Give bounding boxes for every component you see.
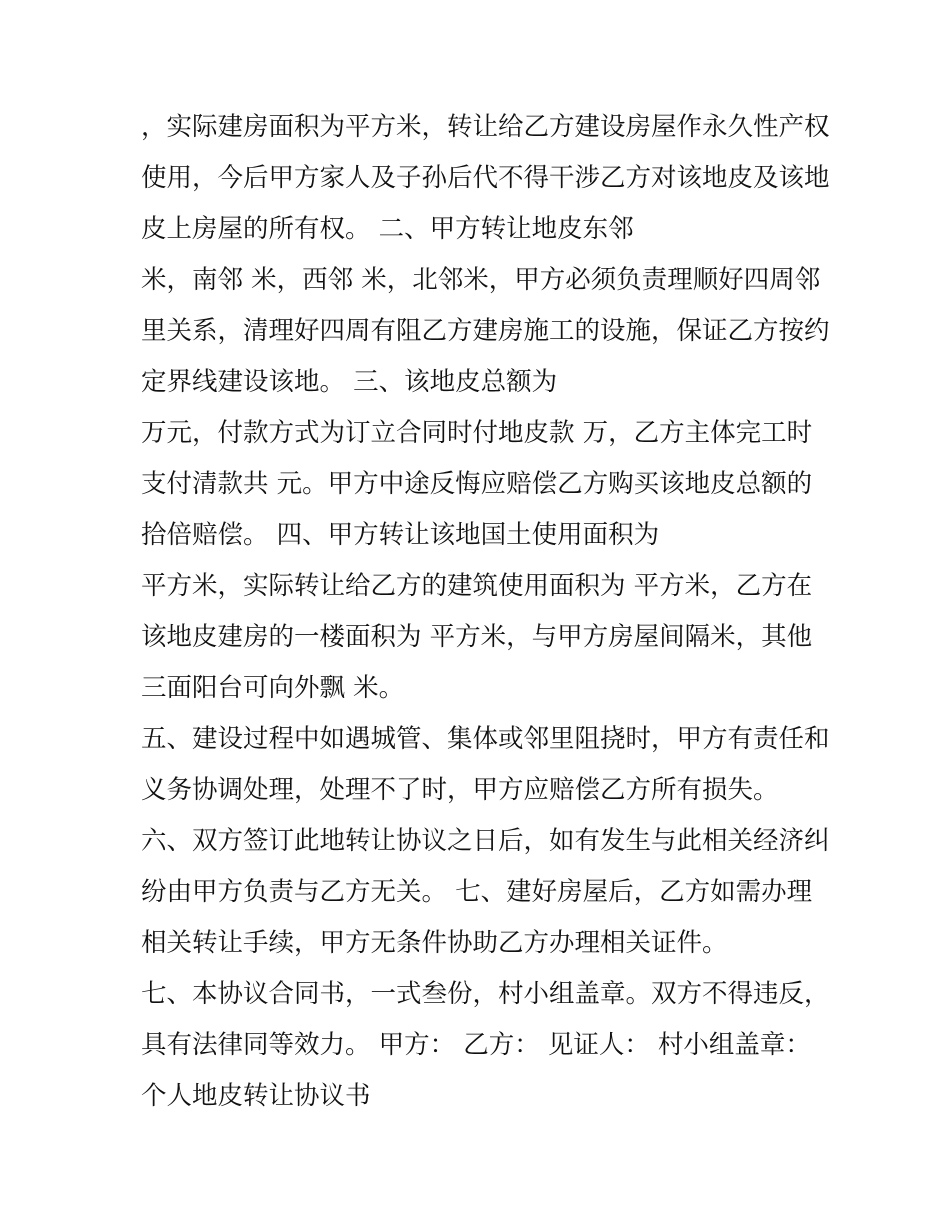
text-line-15: 六、双方签订此地转让协议之日后，如有发生与此相关经济纠 [141, 826, 830, 856]
text-line-4: 米，南邻 米，西邻 米，北邻米，甲方必须负责理顺好四周邻 [141, 265, 821, 295]
document-title-line: 个人地皮转让协议书 [141, 1081, 371, 1111]
text-line-18: 七、本协议合同书，一式叁份，村小组盖章。双方不得违反， [141, 979, 830, 1009]
text-line-7: 万元，付款方式为订立合同时付地皮款 万，乙方主体完工时 [141, 418, 813, 448]
text-line-1: ，实际建房面积为平方米，转让给乙方建设房屋作永久性产权 [141, 112, 830, 142]
text-line-2: 使用，今后甲方家人及子孙后代不得干涉乙方对该地皮及该地 [141, 163, 830, 193]
text-line-13: 五、建设过程中如遇城管、集体或邻里阻挠时，甲方有责任和 [141, 724, 830, 754]
text-line-5: 里关系，清理好四周有阻乙方建房施工的设施，保证乙方按约 [141, 316, 830, 346]
text-line-16: 纷由甲方负责与乙方无关。 七、建好房屋后，乙方如需办理 [141, 877, 813, 907]
text-line-11: 该地皮建房的一楼面积为 平方米，与甲方房屋间隔米，其他 [141, 622, 813, 652]
text-line-12: 三面阳台可向外飘 米。 [141, 673, 405, 703]
text-line-8: 支付清款共 元。甲方中途反悔应赔偿乙方购买该地皮总额的 [141, 469, 813, 499]
text-line-19: 具有法律同等效力。 甲方： 乙方： 见证人： 村小组盖章： [141, 1030, 811, 1060]
text-line-9: 拾倍赔偿。 四、甲方转让该地国土使用面积为 [141, 520, 660, 550]
text-line-6: 定界线建设该地。 三、该地皮总额为 [141, 367, 558, 397]
text-line-17: 相关转让手续，甲方无条件协助乙方办理相关证件。 [141, 928, 728, 958]
document-body [141, 102, 831, 1122]
text-line-3: 皮上房屋的所有权。 二、甲方转让地皮东邻 [141, 214, 634, 244]
text-line-14: 义务协调处理，处理不了时，甲方应赔偿乙方所有损失。 [141, 775, 779, 805]
text-line-10: 平方米，实际转让给乙方的建筑使用面积为 平方米，乙方在 [141, 571, 813, 601]
